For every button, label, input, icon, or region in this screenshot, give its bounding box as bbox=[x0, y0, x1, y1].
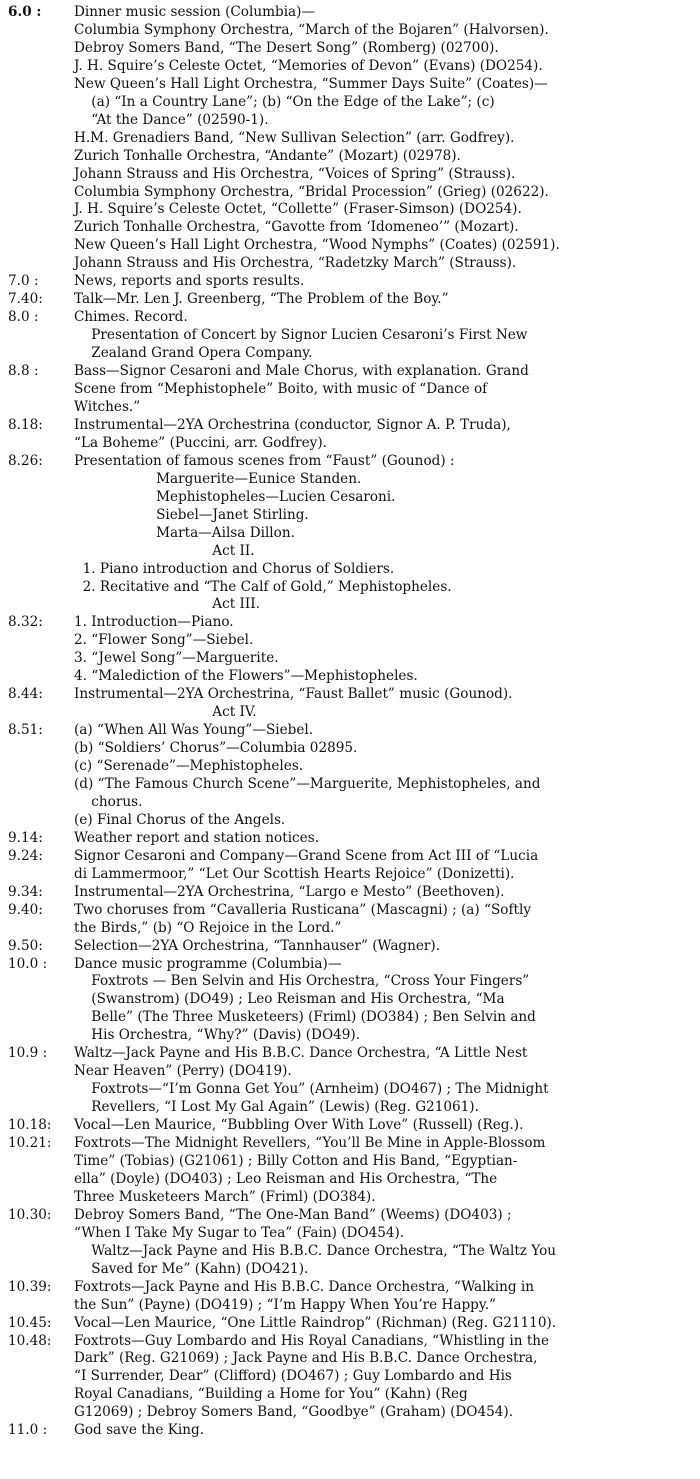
entry-line: Mephistopheles—Lucien Cesaroni. bbox=[74, 488, 396, 505]
entry-line: 2. “Flower Song”—Siebel. bbox=[74, 632, 254, 649]
entry-line: Foxtrots—Jack Payne and His B.B.C. Dance Orchestra, “Walking in bbox=[74, 1278, 534, 1295]
entry-line: “At the Dance” (02590-1). bbox=[74, 111, 269, 128]
entry-line: Johann Strauss and His Orchestra, “Voices of Spring” (Strauss). bbox=[74, 165, 516, 182]
entry-line: Marguerite—Eunice Standen. bbox=[74, 470, 362, 487]
entry-line: Debroy Somers Band, “The One-Man Band” (Weems) (DO403) ; bbox=[74, 1206, 512, 1223]
entry-time: 10.48: bbox=[8, 1332, 52, 1349]
entry-time: 8.18: bbox=[8, 416, 43, 433]
entry-time: 9.24: bbox=[8, 847, 43, 864]
programme-entry bbox=[8, 453, 694, 615]
entry-line: Two choruses from “Cavalleria Rusticana” (Mascagni) ; (a) “Softly bbox=[74, 901, 531, 918]
entry-line: ella” (Doyle) (DO403) ; Leo Reisman and His Orchestra, “The bbox=[74, 1170, 498, 1187]
entry-line: Talk—Mr. Len J. Greenberg, “The Problem of the Boy.” bbox=[74, 291, 449, 308]
entry-time: 8.32: bbox=[8, 614, 43, 631]
entry-time: 8.8 : bbox=[8, 363, 39, 380]
entry-time: 9.34: bbox=[8, 883, 43, 900]
entry-line: (a) “When All Was Young”—Siebel. bbox=[74, 722, 314, 739]
entry-time: 9.40: bbox=[8, 901, 43, 918]
entry-line: Act III. bbox=[74, 596, 260, 613]
entry-line: the Sun” (Payne) (DO419) ; “I’m Happy When You’re Happy.” bbox=[74, 1296, 497, 1313]
programme-entry bbox=[8, 309, 694, 363]
entry-line: di Lammermoor,” “Let Our Scottish Hearts Rejoice” (Donizetti). bbox=[74, 865, 515, 882]
entry-time: 10.30: bbox=[8, 1206, 52, 1223]
entry-line: (d) “The Famous Church Scene”—Marguerite, Mephistopheles, and bbox=[74, 775, 541, 792]
entry-line: Dark” (Reg. G21069) ; Jack Payne and His B.B.C. Dance Orchestra, bbox=[74, 1350, 538, 1367]
entry-line: H.M. Grenadiers Band, “New Sullivan Selection” (arr. Godfrey). bbox=[74, 129, 515, 146]
entry-line: Signor Cesaroni and Company—Grand Scene from Act III of “Lucia bbox=[74, 847, 539, 864]
entry-line: Belle” (The Three Musketeers) (Friml) (DO384) ; Ben Selvin and bbox=[74, 1009, 536, 1026]
programme-entry bbox=[8, 722, 694, 830]
entry-line: 2. Recitative and “The Calf of Gold,” Mephistopheles. bbox=[74, 578, 452, 595]
entry-line: 4. “Malediction of the Flowers”—Mephistopheles. bbox=[74, 668, 418, 685]
entry-time: 10.0 : bbox=[8, 955, 48, 972]
entry-line: (b) “Soldiers’ Chorus”—Columbia 02895. bbox=[74, 740, 358, 757]
entry-line: Dinner music session (Columbia)— bbox=[74, 4, 316, 20]
entry-line: New Queen’s Hall Light Orchestra, “Wood Nymphs” (Coates) (02591). bbox=[74, 237, 560, 254]
entry-time: 9.50: bbox=[8, 937, 43, 954]
entry-line: the Birds,” (b) “O Rejoice in the Lord.” bbox=[74, 919, 342, 936]
entry-line: Foxtrots — Ben Selvin and His Orchestra, “Cross Your Fingers” bbox=[74, 973, 530, 990]
entry-line: Bass—Signor Cesaroni and Male Chorus, with explanation. Grand bbox=[74, 363, 529, 380]
entry-line: God save the King. bbox=[74, 1422, 205, 1439]
entry-line: 1. Piano introduction and Chorus of Soldiers. bbox=[74, 560, 395, 577]
entry-line: Waltz—Jack Payne and His B.B.C. Dance Orchestra, “The Waltz You bbox=[74, 1242, 557, 1259]
entry-line: Presentation of Concert by Signor Lucien Cesaroni’s First New bbox=[74, 327, 528, 344]
entry-line: Royal Canadians, “Building a Home for You” (Kahn) (Reg bbox=[74, 1386, 468, 1403]
programme-entry bbox=[8, 1315, 694, 1333]
programme-entry bbox=[8, 1333, 694, 1423]
entry-line: Presentation of famous scenes from “Faust” (Gounod) : bbox=[74, 452, 455, 469]
entry-time: 10.9 : bbox=[8, 1045, 48, 1062]
programme-entry bbox=[8, 902, 694, 938]
programme-entry bbox=[8, 956, 694, 1046]
programme-entry bbox=[8, 1422, 694, 1440]
entry-line: Weather report and station notices. bbox=[74, 829, 320, 846]
entry-time: 11.0 : bbox=[8, 1422, 48, 1439]
entry-line: Vocal—Len Maurice, “One Little Raindrop” (Richman) (Reg. G21110). bbox=[74, 1314, 557, 1331]
programme-entry bbox=[8, 1135, 694, 1207]
entry-line: “La Boheme” (Puccini, arr. Godfrey). bbox=[74, 434, 327, 451]
entry-line: (a) “In a Country Lane”; (b) “On the Edge of the Lake”; (c) bbox=[74, 93, 495, 110]
programme-entry bbox=[8, 830, 694, 848]
entry-line: (e) Final Chorus of the Angels. bbox=[74, 811, 286, 828]
entry-line: chorus. bbox=[74, 793, 143, 810]
entry-line: Dance music programme (Columbia)— bbox=[74, 955, 342, 972]
entry-line: Vocal—Len Maurice, “Bubbling Over With Love” (Russell) (Reg.). bbox=[74, 1117, 524, 1134]
entry-line: “I Surrender, Dear” (Clifford) (DO467) ; Guy Lombardo and His bbox=[74, 1368, 512, 1385]
entry-line: (Swanstrom) (DO49) ; Leo Reisman and His Orchestra, “Ma bbox=[74, 991, 505, 1008]
entry-line: Revellers, “I Lost My Gal Again” (Lewis) (Reg. G21061). bbox=[74, 1099, 479, 1116]
entry-line: Waltz—Jack Payne and His B.B.C. Dance Orchestra, “A Little Nest bbox=[74, 1045, 528, 1062]
programme-entry bbox=[8, 686, 694, 722]
entry-line: Instrumental—2YA Orchestrina, “Largo e Mesto” (Beethoven). bbox=[74, 883, 505, 900]
entry-line: News, reports and sports results. bbox=[74, 273, 305, 290]
entry-line: J. H. Squire’s Celeste Octet, “Memories of Devon” (Evans) (DO254). bbox=[74, 57, 543, 74]
entry-time: 8.26: bbox=[8, 452, 43, 469]
entry-line: New Queen’s Hall Light Orchestra, “Summer Days Suite” (Coates)— bbox=[74, 75, 548, 92]
entry-line: (c) “Serenade”—Mephistopheles. bbox=[74, 758, 304, 775]
entry-time: 10.39: bbox=[8, 1278, 52, 1295]
entry-line: Johann Strauss and His Orchestra, “Radetzky March” (Strauss). bbox=[74, 255, 517, 272]
entry-line: Saved for Me” (Kahn) (DO421). bbox=[74, 1260, 309, 1277]
programme-entry bbox=[8, 273, 694, 291]
programme-entry bbox=[8, 417, 694, 453]
entry-time: 10.21: bbox=[8, 1135, 52, 1152]
entry-time: 7.40: bbox=[8, 291, 43, 308]
entry-time: 8.0 : bbox=[8, 309, 39, 326]
programme-entry bbox=[8, 1207, 694, 1279]
entry-line: Instrumental—2YA Orchestrina, “Faust Ballet” music (Gounod). bbox=[74, 686, 513, 703]
entry-line: 1. Introduction—Piano. bbox=[74, 614, 234, 631]
entry-line: Instrumental—2YA Orchestrina (conductor, Signor A. P. Truda), bbox=[74, 416, 511, 433]
programme-entry bbox=[8, 614, 694, 686]
programme-entry bbox=[8, 938, 694, 956]
entry-line: His Orchestra, “Why?” (Davis) (DO49). bbox=[74, 1027, 361, 1044]
entry-line: Scene from “Mephistophele” Boito, with music of “Dance of bbox=[74, 381, 488, 398]
entry-line: Witches.” bbox=[74, 398, 141, 415]
entry-line: Act IV. bbox=[74, 704, 257, 721]
entry-time: 7.0 : bbox=[8, 273, 39, 290]
programme-entry bbox=[8, 363, 694, 417]
entry-line: Three Musketeers March” (Friml) (DO384). bbox=[74, 1188, 376, 1205]
entry-line: Foxtrots—The Midnight Revellers, “You’ll Be Mine in Apple-Blossom bbox=[74, 1135, 546, 1152]
entry-line: 3. “Jewel Song”—Marguerite. bbox=[74, 650, 279, 667]
entry-line: J. H. Squire’s Celeste Octet, “Collette” (Fraser-Simson) (DO254). bbox=[74, 201, 522, 218]
entry-line: Time” (Tobias) (G21061) ; Billy Cotton and His Band, “Egyptian- bbox=[74, 1153, 518, 1169]
entry-line: Zurich Tonhalle Orchestra, “Andante” (Mozart) (02978). bbox=[74, 147, 461, 164]
programme-entry bbox=[8, 1117, 694, 1135]
entry-line: Act II. bbox=[74, 542, 255, 559]
entry-line: Foxtrots—Guy Lombardo and His Royal Canadians, “Whistling in the bbox=[74, 1332, 550, 1349]
entry-time: 10.18: bbox=[8, 1117, 52, 1134]
entry-line: Zealand Grand Opera Company. bbox=[74, 345, 313, 362]
entry-line: G12069) ; Debroy Somers Band, “Goodbye” (Graham) (DO454). bbox=[74, 1404, 514, 1421]
entry-time: 10.45: bbox=[8, 1314, 52, 1331]
entry-line: Chimes. Record. bbox=[74, 309, 188, 326]
programme-entry bbox=[8, 291, 694, 309]
entry-line: Columbia Symphony Orchestra, “Bridal Procession” (Grieg) (02622). bbox=[74, 183, 549, 200]
programme-entry bbox=[8, 4, 694, 273]
entry-line: Siebel—Janet Stirling. bbox=[74, 506, 309, 523]
entry-line: Near Heaven” (Perry) (DO419). bbox=[74, 1063, 292, 1080]
entry-line: Marta—Ailsa Dillon. bbox=[74, 524, 295, 541]
entry-line: Zurich Tonhalle Orchestra, “Gavotte from ‘Idomeneo’” (Mozart). bbox=[74, 219, 519, 236]
entry-line: Debroy Somers Band, “The Desert Song” (Romberg) (02700). bbox=[74, 39, 499, 56]
entry-time: 8.51: bbox=[8, 722, 43, 739]
programme-entry bbox=[8, 848, 694, 884]
entry-time: 9.14: bbox=[8, 829, 43, 846]
programme-entry bbox=[8, 884, 694, 902]
entry-line: Foxtrots—“I’m Gonna Get You” (Arnheim) (DO467) ; The Midnight bbox=[74, 1081, 549, 1098]
entry-time: 6.0 : bbox=[8, 4, 42, 20]
programme-entry bbox=[8, 1279, 694, 1315]
entry-line: Columbia Symphony Orchestra, “March of the Bojaren” (Halvorsen). bbox=[74, 21, 549, 38]
entry-line: “When I Take My Sugar to Tea” (Fain) (DO454). bbox=[74, 1224, 405, 1241]
entry-time: 8.44: bbox=[8, 686, 43, 703]
entry-line: Selection—2YA Orchestrina, “Tannhauser” (Wagner). bbox=[74, 937, 441, 954]
programme-entry bbox=[8, 1045, 694, 1117]
